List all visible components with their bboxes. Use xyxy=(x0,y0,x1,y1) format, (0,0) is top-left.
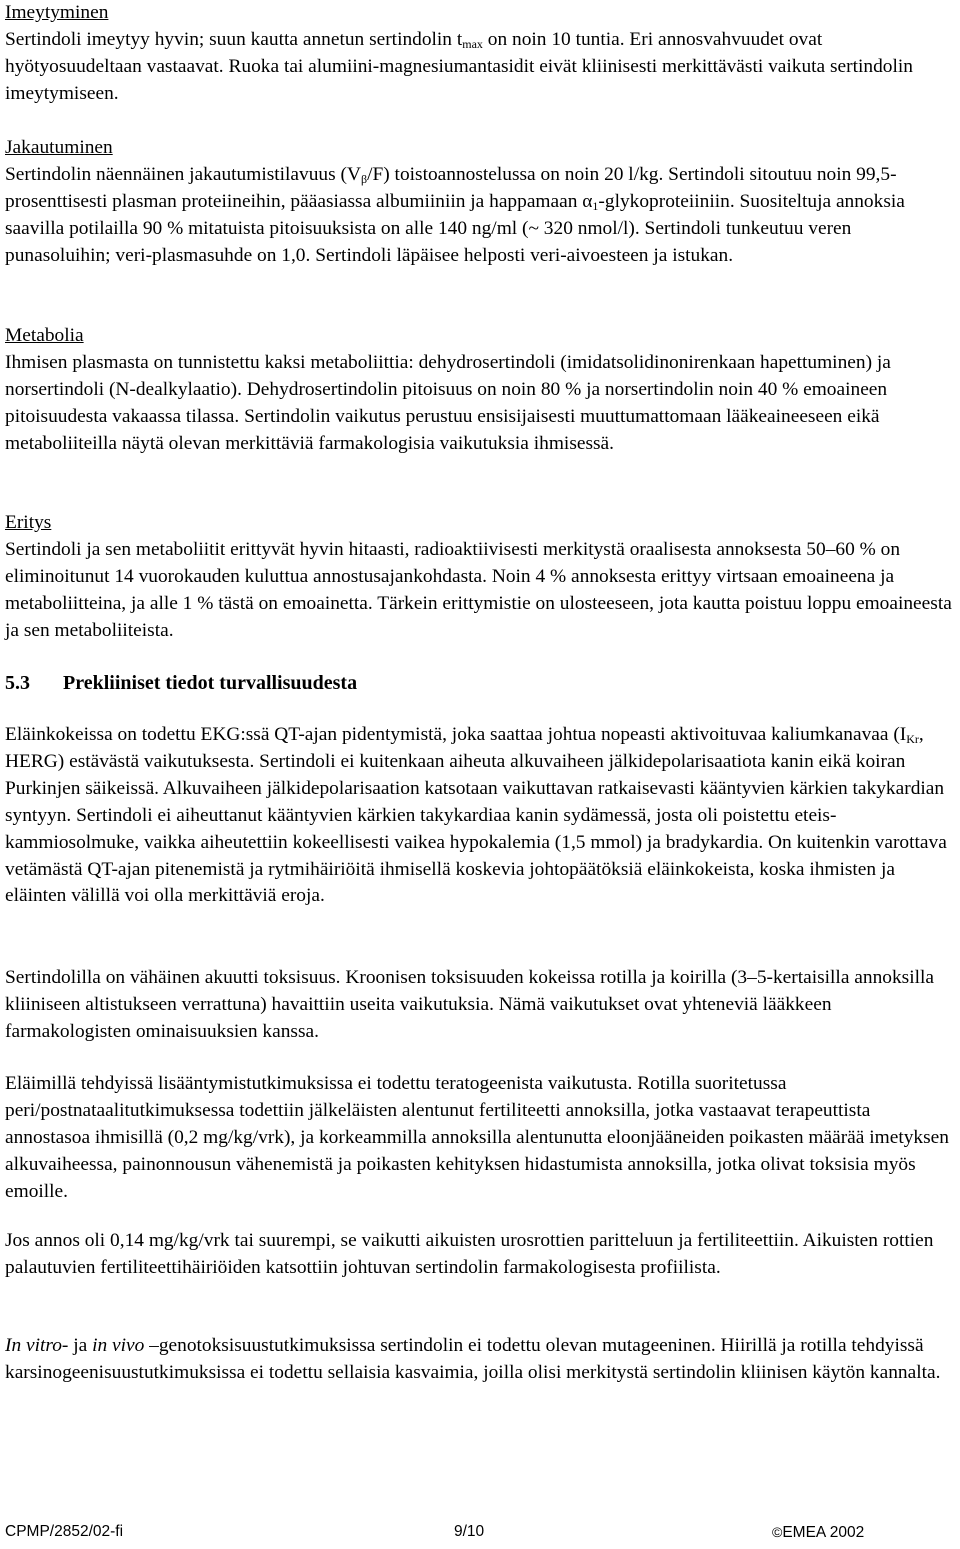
genotox-text-1: - ja xyxy=(61,1335,93,1356)
footer-doc-id: CPMP/2852/02-fi xyxy=(5,1523,124,1540)
jakautuminen-subscript-1: 1 xyxy=(592,198,599,213)
in-vitro-text: In vitro xyxy=(5,1335,62,1356)
eritys-text: Sertindoli ja sen metaboliitit erittyvät hyvin hitaasti, radioaktiivisesti merkitystä oraalisesta annoksesta 50–60 % on eliminoitunut 14 vuorokauden kuluttua annostusajankohdasta. Noin 4 % annoksesta erittyy virtsaan emoaineena ja metaboliitteina, ja alle 1 % tästä on emoainetta. Tärkein erittymistie on ulosteeseen, jota kautta poistuu loppu emoaineesta ja sen metaboliiteista. xyxy=(5,538,952,641)
footer-copyright xyxy=(772,1522,864,1543)
paragraph-genotoxicity xyxy=(5,1333,953,1387)
section-5-3-title xyxy=(5,670,357,697)
paragraph-reproduction: Eläimillä tehdyissä lisääntymistutkimuksissa ei todettu teratogeenista vaikutusta. Rotilla suoritetussa peri/postnataalitutkimuksessa todettiin jälkeläisten alentunut fertiliteetti annoksilla, jotka vastaavat terapeuttista annostasoa ihmisillä (0,2 mg/kg/vrk), ja korkeammilla annoksilla alentunutta eloonjääneiden poikasten määrää imetyksen alkuvaiheessa, painonnousun vähenemistä ja poikasten kehityksen hidastumista annoksilla, jotka olivat toksisia myös emoille. xyxy=(5,1073,949,1202)
paragraph-qt-subscript: Kr xyxy=(906,732,919,746)
jakautuminen-text-2: /F) toistoannostelussa on noin 20 l/kg. Sertindoli sitoutuu noin 99,5-prosenttisesti plasman proteiineihin, pääasiassa albumiiniin ja happamaan α xyxy=(5,163,897,212)
section-imeytyminen xyxy=(5,0,953,108)
paragraph-qt-text-2: , HERG) estävästä vaikutuksesta. Sertindoli ei kuitenkaan aiheuta alkuvaiheen jälkidepolarisaatiota kanin eikä koiran Purkinjen säikeissä. Alkuvaiheen jälkidepolarisaation katsotaan vaikuttavan ratkaisevasti kääntyvien kärkien takykardian syntyyn. Sertindoli ei aiheuttanut kääntyvien kärkien takykardiaa kanin sydämessä, josta oli poistettu eteis-kammiosolmuke, vaikka aiheutettiin kokeellisesti vaikea hypokalemia (1,5 mmol) ja bradykardia. On kuitenkin varottava vetämästä QT-ajan pitenemistä ja rytmihäiriöitä ihmisellä koskevia johtopäätöksiä eläinkokeista, koska ihmisten ja eläinten välillä voi olla merkittäviä eroja. xyxy=(5,724,947,907)
footer-copyright-text: EMEA 2002 xyxy=(782,1524,865,1541)
footer-page-number: 9/10 xyxy=(454,1523,485,1540)
heading-metabolia: Metabolia xyxy=(5,325,84,346)
genotox-text-2: –genotoksisuustutkimuksissa sertindolin ei todettu olevan mutageeninen. Hiirillä ja rotilla tehdyissä karsinogeenisuustutkimuksissa ei todettu sellaisia kasvaimia, joilla olisi merkitystä sertindolin kliinisen käytön kannalta. xyxy=(5,1335,941,1383)
copyright-icon: © xyxy=(772,1524,783,1540)
heading-imeytyminen: Imeytyminen xyxy=(5,2,109,23)
imeytyminen-text-2: on noin 10 tuntia. Eri annosvahvuudet ovat hyötyosuudeltaan vastaavat. Ruoka tai alumiini-magnesiumantasidit eivät kliinisesti merkittävästi vaikuta sertindolin imeytymiseen. xyxy=(5,28,913,104)
jakautuminen-subscript-beta: β xyxy=(360,171,368,186)
metabolia-text: Ihmisen plasmasta on tunnistettu kaksi metaboliittia: dehydrosertindoli (imidatsolidinonirenkaan hapettuminen) ja norsertindoli (N-dealkylaatio). Dehydrosertindolin pitoisuus on noin 80 % ja norsertindolin noin 40 % emoaineen pitoisuudesta vakaassa tilassa. Sertindolin vaikutus perustuu ensisijaisesti muuttumattomaan lääkeaineeseen eikä metaboliiteilla näytä olevan merkittäviä farmakologisia vaikutuksia ihmisessä. xyxy=(5,351,891,454)
section-eritys xyxy=(5,510,953,645)
jakautuminen-text-3: -glykoproteiiniin. Suositeltuja annoksia saavilla potilailla 90 % mitatuista pitoisuuksista on alle 140 ng/ml (~ 320 nmol/l). Sertindoli tunkeutuu veren punasoluihin; veri-plasmasuhde on 1,0. Sertindoli läpäisee helposti veri-aivoesteen ja istukan. xyxy=(5,190,905,266)
paragraph-toxicity: Sertindolilla on vähäinen akuutti toksisuus. Kroonisen toksisuuden kokeissa rotilla ja koirilla (3–5-kertaisilla annoksilla kliiniseen altistukseen verrattuna) havaittiin useita vaikutuksia. Nämä vaikutukset ovat yhteneviä lääkkeen farmakologisten ominaisuuksien kanssa. xyxy=(5,967,934,1042)
heading-eritys: Eritys xyxy=(5,512,52,533)
imeytyminen-subscript: max xyxy=(462,36,483,51)
heading-jakautuminen: Jakautuminen xyxy=(5,137,113,158)
section-metabolia xyxy=(5,323,953,458)
paragraph-qt xyxy=(5,722,953,910)
paragraph-fertility: Jos annos oli 0,14 mg/kg/vrk tai suurempi, se vaikutti aikuisten urosrottien paritteluun ja fertiliteettiin. Aikuisten rottien palautuvien fertiliteettihäiriöiden katsottiin johtuvan sertindolin farmakologisesta profiilista. xyxy=(5,1230,934,1278)
section-number: 5.3 xyxy=(5,672,30,694)
section-jakautuminen xyxy=(5,135,953,270)
section-title-text: Prekliiniset tiedot turvallisuudesta xyxy=(63,672,358,694)
in-vivo-text: in vivo xyxy=(92,1335,145,1356)
imeytyminen-text-1: Sertindoli imeytyy hyvin; suun kautta annetun sertindolin t xyxy=(5,28,463,50)
jakautuminen-text-1: Sertindolin näennäinen jakautumistilavuus (V xyxy=(5,163,361,185)
paragraph-qt-text-1: Eläinkokeissa on todettu EKG:ssä QT-ajan pidentymistä, joka saattaa johtua nopeasti aktivoituvaa kaliumkanavaa (I xyxy=(5,724,907,745)
